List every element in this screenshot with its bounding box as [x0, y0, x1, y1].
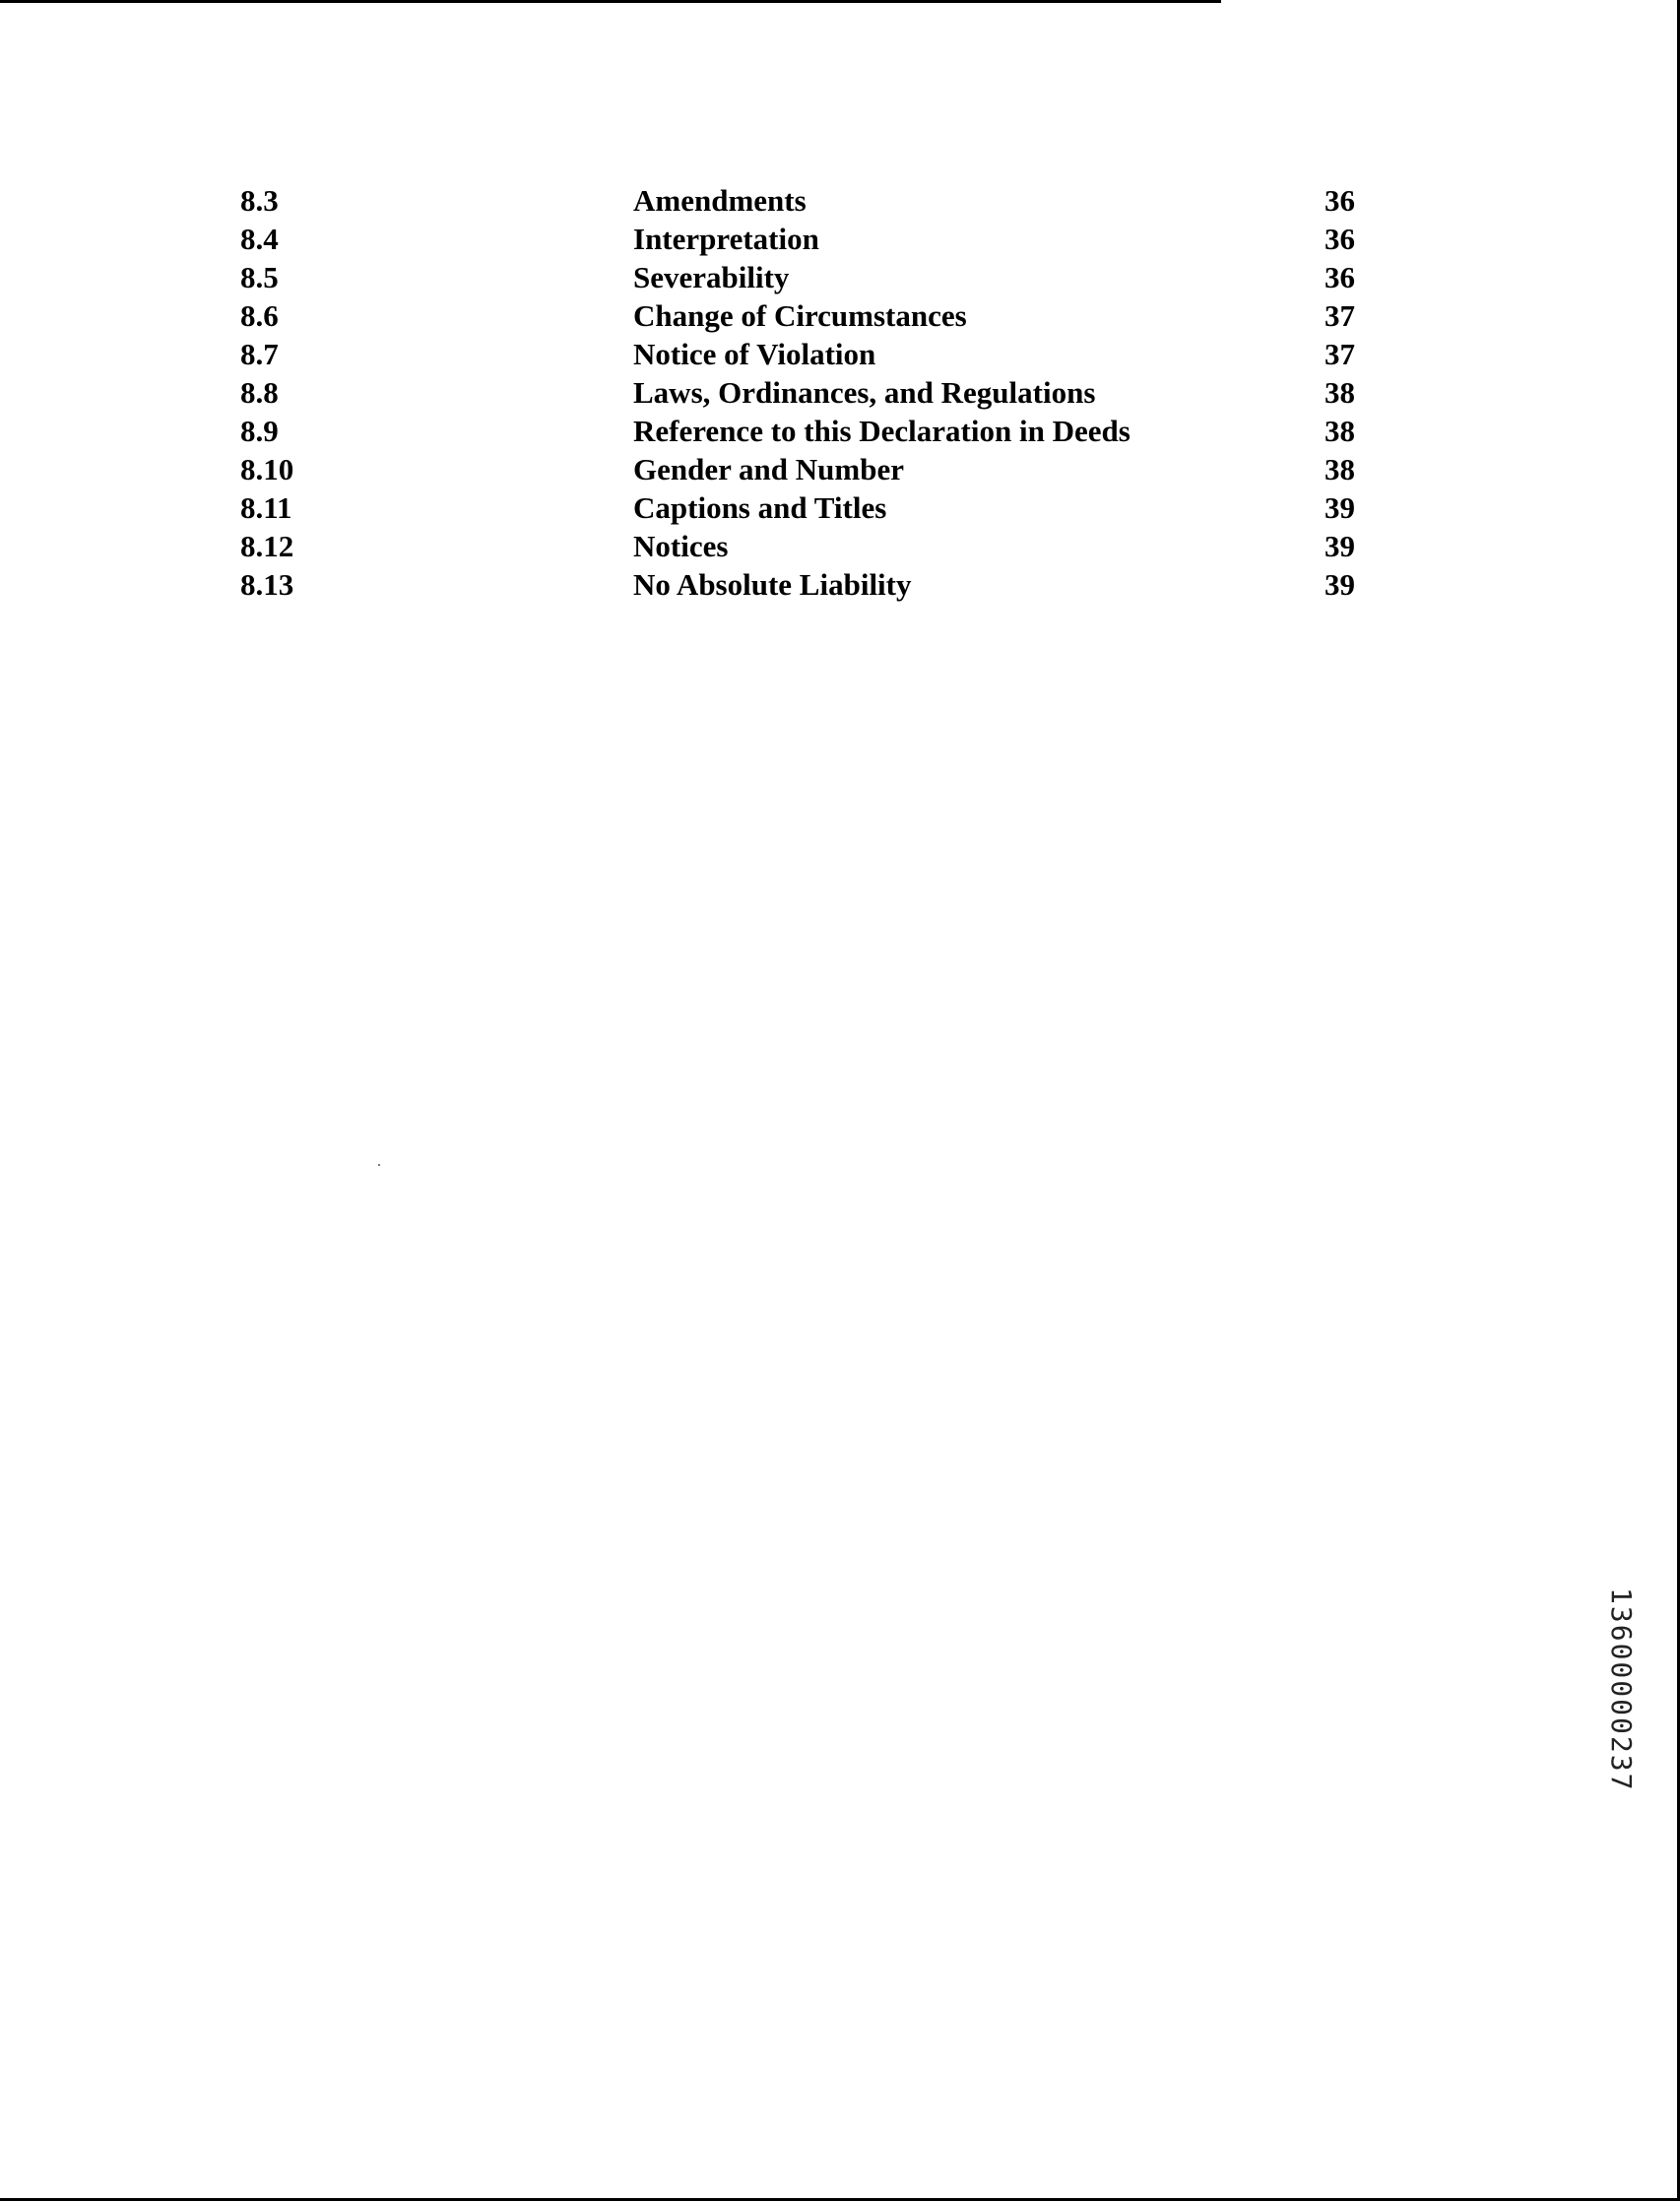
- toc-section-number: 8.6: [240, 298, 279, 333]
- toc-row: [0, 373, 1680, 412]
- toc-section-title: Notices: [633, 529, 729, 563]
- toc-section-number: 8.5: [240, 260, 279, 294]
- table-of-contents: [0, 181, 1680, 604]
- toc-row: [0, 335, 1680, 373]
- toc-row: [0, 220, 1680, 258]
- toc-section-title: Reference to this Declaration in Deeds: [633, 414, 1131, 448]
- toc-section-title: Gender and Number: [633, 452, 905, 486]
- toc-row: [0, 296, 1680, 335]
- toc-section-title: No Absolute Liability: [633, 567, 912, 602]
- toc-page-number: 38: [1325, 375, 1355, 410]
- scan-edge-top: [0, 0, 1221, 3]
- toc-section-number: 8.13: [240, 567, 294, 602]
- toc-section-title: Severability: [633, 260, 790, 294]
- toc-page-number: 38: [1325, 414, 1355, 448]
- toc-page-number: 37: [1325, 298, 1355, 333]
- document-id-stamp: 13600000237: [1605, 1587, 1638, 1792]
- toc-page-number: 36: [1325, 260, 1355, 294]
- toc-section-title: Captions and Titles: [633, 490, 887, 525]
- toc-page-number: 36: [1325, 222, 1355, 256]
- toc-section-title: Amendments: [633, 183, 807, 218]
- toc-row: [0, 258, 1680, 296]
- toc-section-title: Change of Circumstances: [633, 298, 967, 333]
- scan-speck: [378, 1164, 380, 1166]
- toc-row: [0, 181, 1680, 220]
- toc-section-number: 8.7: [240, 337, 279, 371]
- toc-page-number: 38: [1325, 452, 1355, 486]
- toc-page-number: 39: [1325, 529, 1355, 563]
- toc-section-number: 8.3: [240, 183, 279, 218]
- toc-section-number: 8.9: [240, 414, 279, 448]
- toc-section-number: 8.4: [240, 222, 279, 256]
- toc-section-number: 8.12: [240, 529, 294, 563]
- toc-row: [0, 450, 1680, 488]
- toc-row: [0, 527, 1680, 565]
- toc-section-title: Laws, Ordinances, and Regulations: [633, 375, 1096, 410]
- toc-page-number: 39: [1325, 490, 1355, 525]
- toc-page-number: 36: [1325, 183, 1355, 218]
- toc-section-number: 8.10: [240, 452, 294, 486]
- toc-row: [0, 488, 1680, 527]
- toc-section-number: 8.11: [240, 490, 292, 525]
- toc-row: [0, 565, 1680, 604]
- toc-section-number: 8.8: [240, 375, 279, 410]
- toc-row: [0, 412, 1680, 450]
- toc-page-number: 39: [1325, 567, 1355, 602]
- toc-section-title: Interpretation: [633, 222, 819, 256]
- toc-page-number: 37: [1325, 337, 1355, 371]
- toc-section-title: Notice of Violation: [633, 337, 876, 371]
